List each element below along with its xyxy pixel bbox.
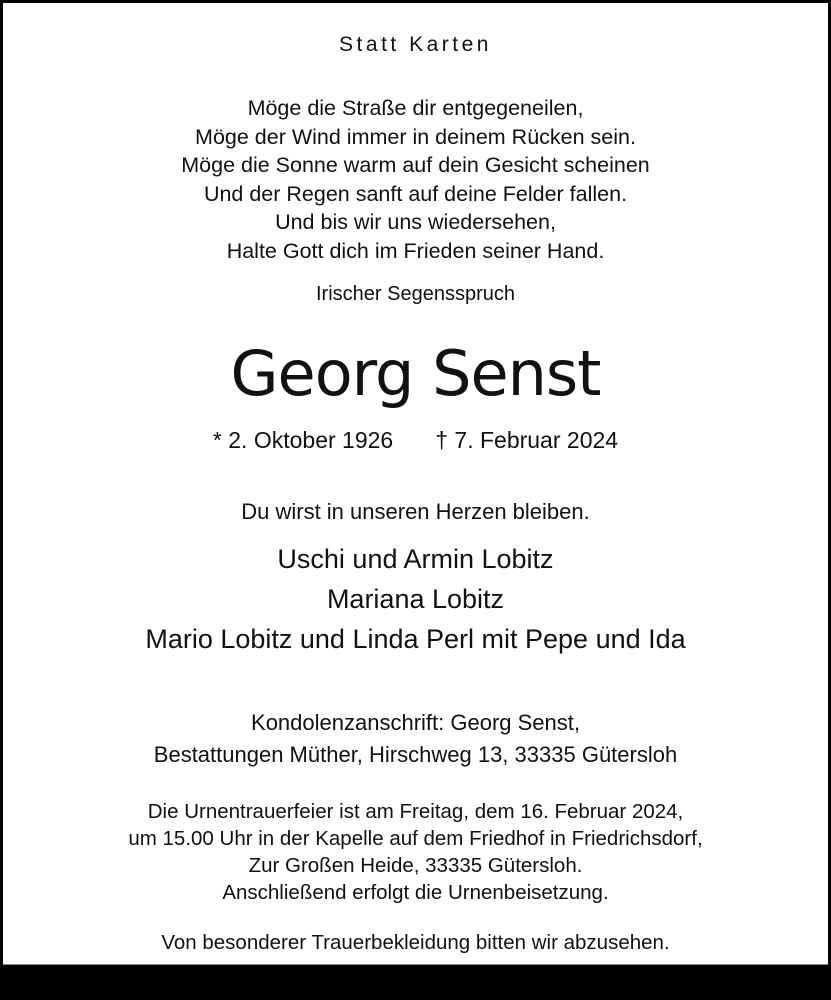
mourner: Uschi und Armin Lobitz <box>277 544 554 574</box>
verse-line: Möge die Straße dir entgegeneilen, <box>247 96 584 120</box>
condolence-line: Bestattungen Müther, Hirschweg 13, 33335 Gütersloh <box>153 742 678 767</box>
header-statt-karten: Statt Karten <box>339 33 492 56</box>
verse-line: Möge die Sonne warm auf dein Gesicht scheinen <box>181 153 650 177</box>
verse-line: Möge der Wind immer in deinem Rücken sein. <box>195 124 636 149</box>
ceremony-line: Zur Großen Heide, 33335 Gütersloh. <box>248 854 583 877</box>
verse-line: Halte Gott dich im Frieden seiner Hand. <box>226 238 605 263</box>
verse-line: Und der Regen sanft auf deine Felder fallen. <box>203 181 628 206</box>
verse-source: Irischer Segensspruch <box>316 283 515 305</box>
ceremony-line: Die Urnentrauerfeier ist am Freitag, dem 16. Februar 2024, <box>147 800 684 823</box>
ceremony-line: um 15.00 Uhr in der Kapelle auf dem Friedhof in Friedrichsdorf, <box>128 827 703 850</box>
life-dates <box>3 427 828 454</box>
deceased-name: Georg Senst <box>230 337 601 410</box>
condolence-line: Kondolenzanschrift: Georg Senst, <box>251 710 580 735</box>
mourners-list <box>3 539 828 659</box>
blessing-verse <box>3 94 828 265</box>
verse-line: Und bis wir uns wiedersehen, <box>275 210 556 234</box>
obituary-notice <box>3 3 828 965</box>
ceremony-details <box>3 798 828 906</box>
mourner: Mariana Lobitz <box>326 584 505 614</box>
birth-date: * 2. Oktober 1926 <box>212 427 394 453</box>
closing-note: Von besonderer Trauerbekleidung bitten wir abzusehen. <box>161 931 670 954</box>
death-date: † 7. Februar 2024 <box>435 427 619 453</box>
mourner: Mario Lobitz und Linda Perl mit Pepe und Ida <box>145 624 686 654</box>
ceremony-line: Anschließend erfolgt die Urnenbeisetzung. <box>222 881 609 904</box>
tribute-line: Du wirst in unseren Herzen bleiben. <box>241 499 590 524</box>
condolence-address <box>3 707 828 771</box>
